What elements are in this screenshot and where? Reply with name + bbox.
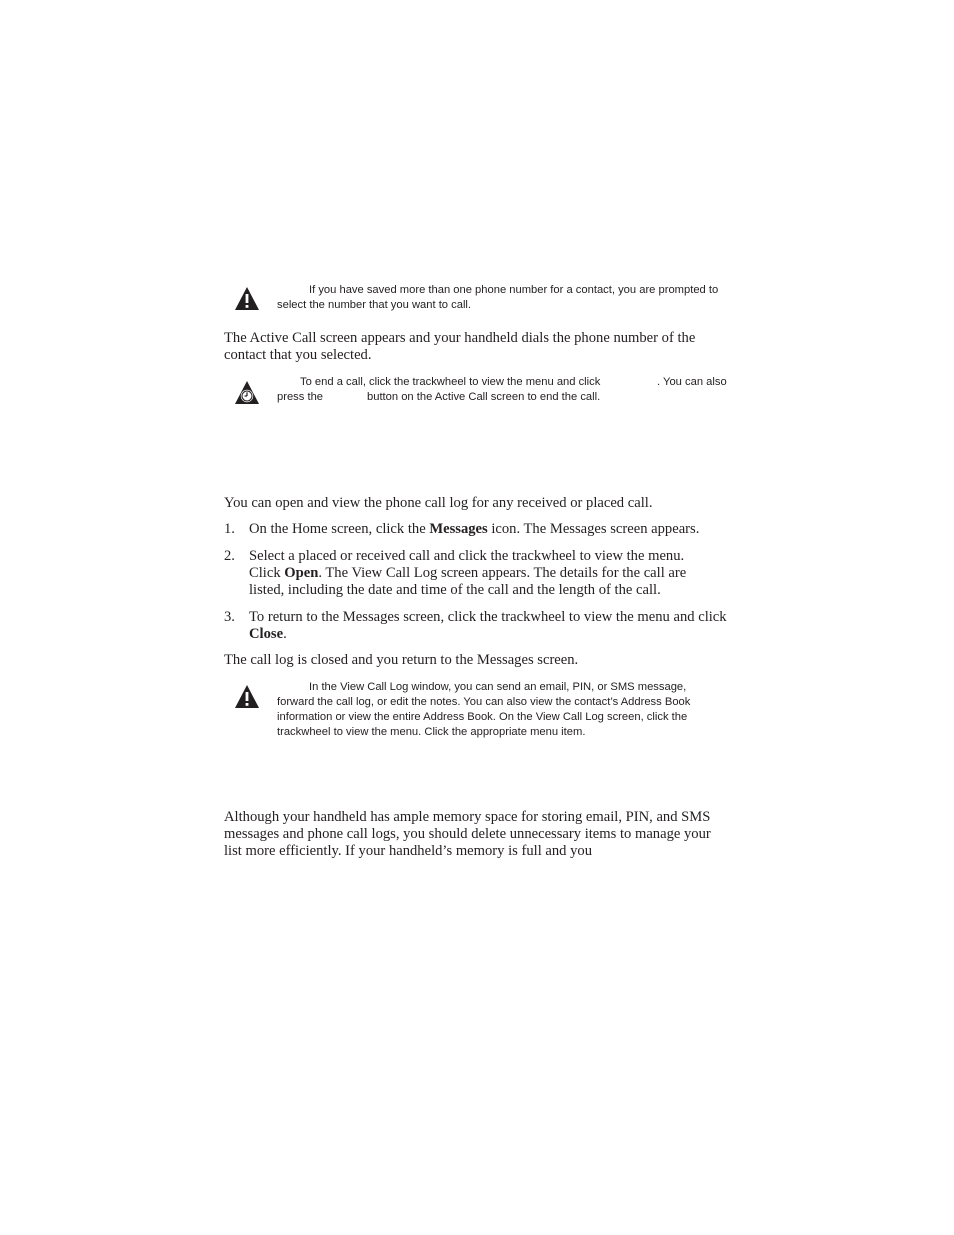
paragraph-memory: Although your handheld has ample memory space for storing email, PIN, and SMS messages and phone call logs, you should delete unnecessary items to manage your list more efficiently. If your handheld’s memory is full and you [224, 809, 711, 859]
note-prompt-multiple-numbers: If you have saved more than one phone number for a contact, you are prompted to select the number that you want to call. [277, 284, 719, 311]
paragraph-open-call-log: You can open and view the phone call log for any received or placed call. [224, 495, 653, 511]
tip-end-call: To end a call, click the trackwheel to view the menu and click . You can also press the button on the Active Call screen to end the call. [277, 376, 727, 403]
note-view-call-log-options: In the View Call Log window, you can send an email, PIN, or SMS message, forward the call log, or edit the notes. You can also view the contact’s Address Book information or view the entire Address Book. On the View Call Log screen, click the trackwheel to view the menu. Click the appropriate menu item. [277, 681, 691, 738]
paragraph-active-call: The Active Call screen appears and your handheld dials the phone number of the contact that you selected. [224, 330, 696, 363]
paragraph-call-log-closed: The call log is closed and you return to the Messages screen. [224, 652, 579, 668]
warning-icon [234, 286, 260, 312]
clock-tip-icon [234, 380, 260, 406]
warning-icon [234, 684, 260, 710]
